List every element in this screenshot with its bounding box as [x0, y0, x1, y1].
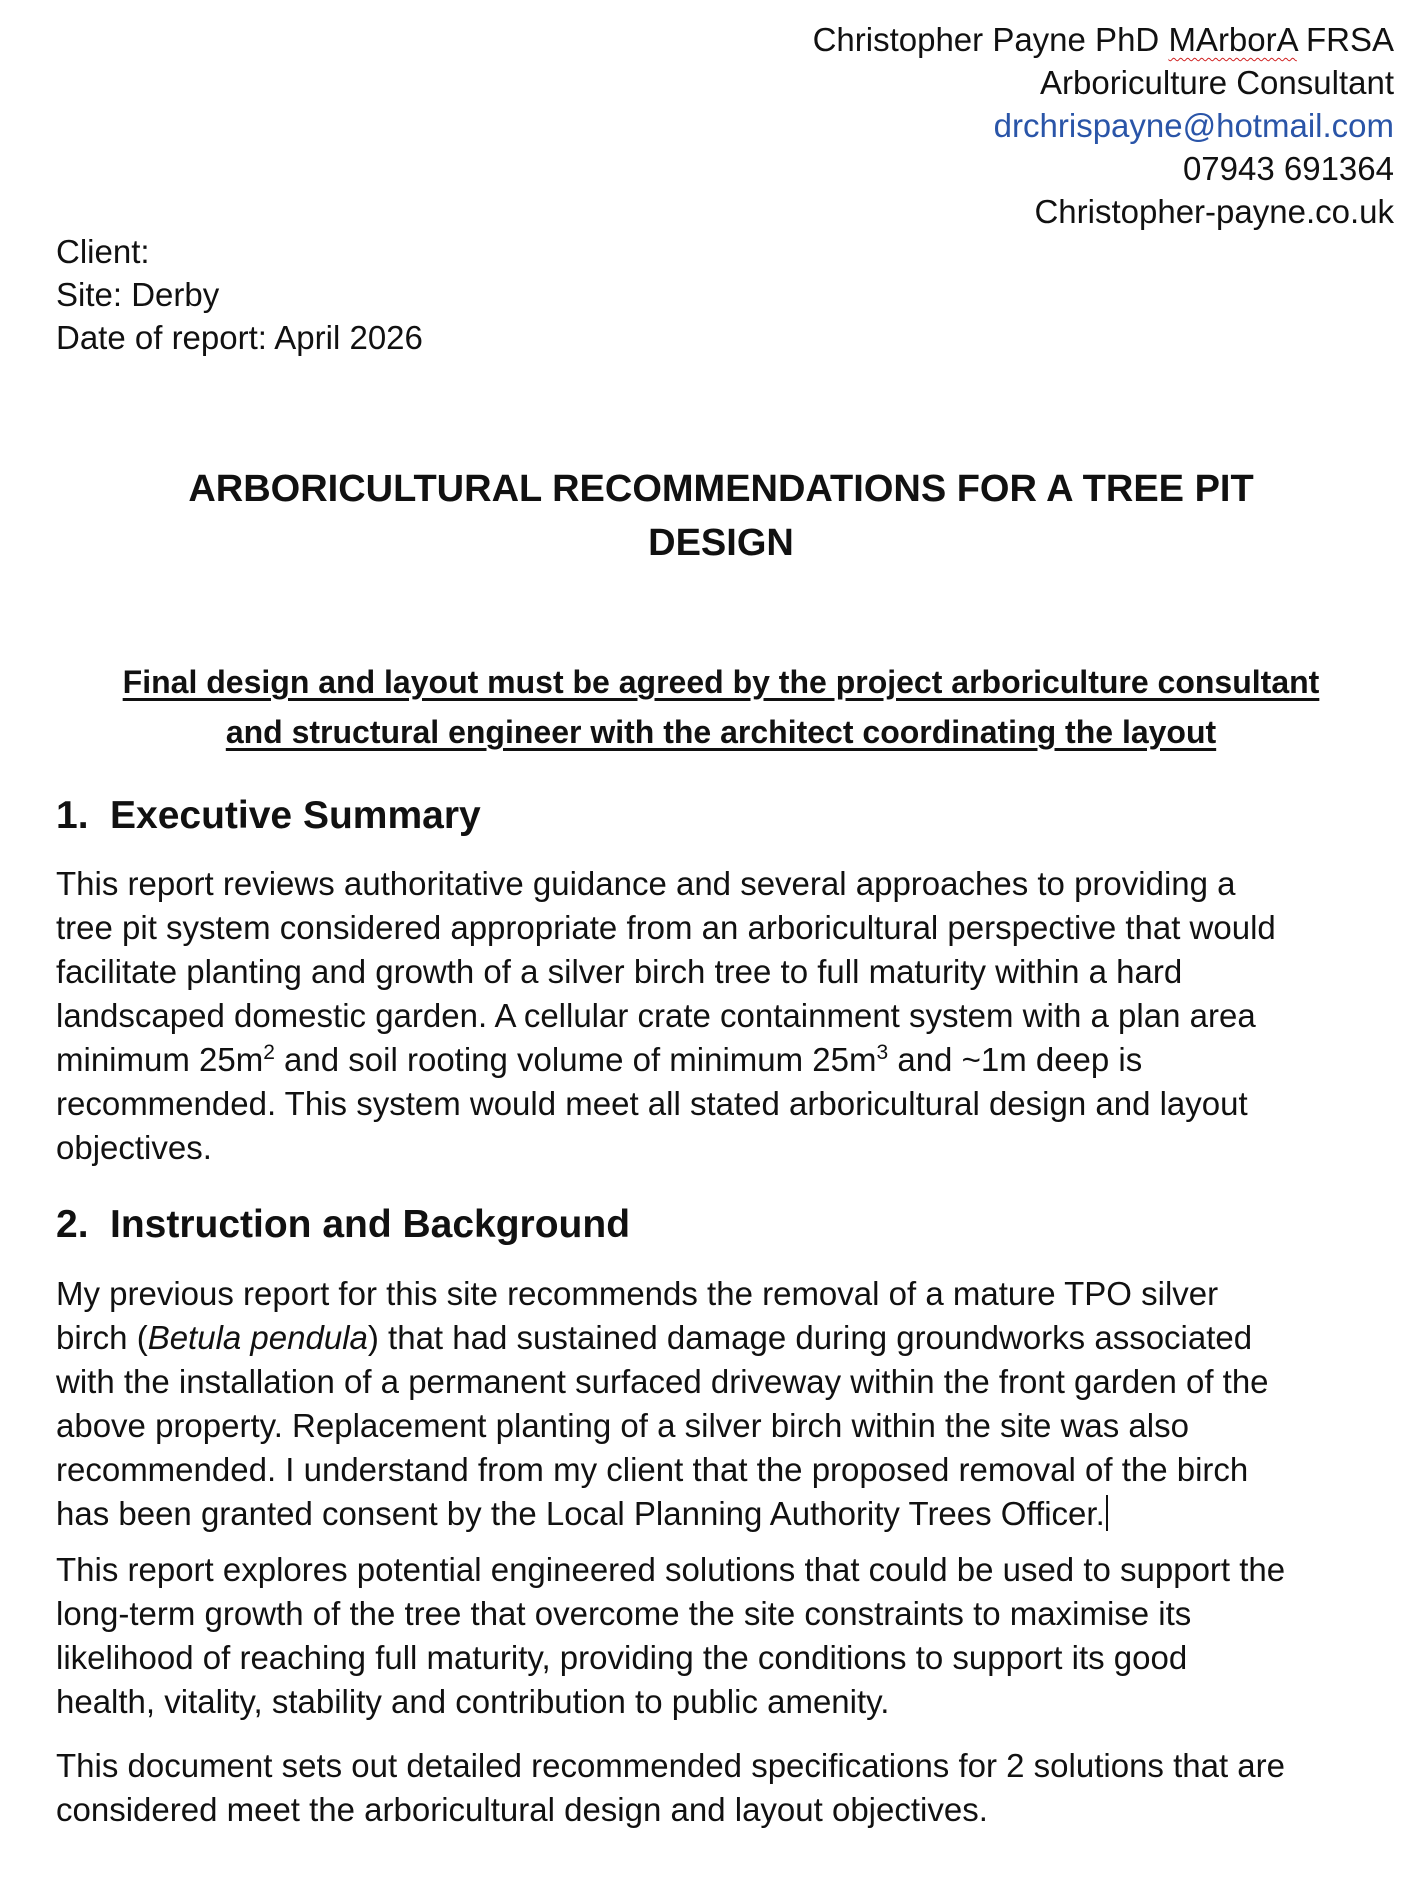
background-paragraph-1[interactable]: My previous report for this site recommends the removal of a mature TPO silver birch (Betula pendula) that had sustained damage during groundworks associated with the installation of a permanent surfaced driveway within the front garden of the above property. Replacement planting of a silver birch within the site was also recommended. I understand from my client that the proposed removal of the birch has been granted consent by the Local Planning Authority Trees Officer. — [56, 1275, 1269, 1532]
background-paragraph-3: This document sets out detailed recommended specifications for 2 solutions that are considered meet the arboricultural design and layout objectives. — [56, 1747, 1285, 1828]
executive-summary-paragraph: This report reviews authoritative guidance and several approaches to providing a tree pit system considered appropriate from an arboricultural perspective that would facilitate planting and growth of a silver birch tree to full maturity within a hard landscaped domestic garden. A cellular crate containment system with a plan area minimum $25m^2$ and soil rooting volume of minimum $25m^3$ and ~1m deep is recommended. This system would meet all stated arboricultural design and layout objectives. — [56, 865, 1276, 1166]
client-field: Client: — [56, 233, 150, 270]
author-website: Christopher-payne.co.uk — [1034, 193, 1394, 230]
section-number: 1. — [56, 794, 89, 837]
background-paragraph-2: This report explores potential engineered solutions that could be used to support the long-term growth of the tree that overcome the site constraints to maximise its likelihood of reaching full maturity, providing the conditions to support its good health, vitality, stability and contribution to public amenity. — [56, 1551, 1286, 1720]
section-number: 2. — [56, 1203, 89, 1246]
author-phone: 07943 691364 — [1182, 150, 1394, 187]
title-line: ARBORICULTURAL RECOMMENDATIONS FOR A TREE PIT — [188, 468, 1254, 510]
author-role: Arboriculture Consultant — [1039, 64, 1394, 101]
notice-line: and structural engineer with the architect coordinating the layout — [225, 714, 1217, 750]
section-heading-executive-summary — [56, 791, 481, 841]
design-notice — [56, 657, 1386, 757]
site-field: Site: Derby — [56, 276, 220, 313]
report-meta — [56, 230, 423, 359]
author-email-link[interactable]: drchrispayne@hotmail.com — [993, 107, 1394, 144]
spellcheck-flagged-word[interactable]: MArborA — [1168, 21, 1297, 58]
author-name: Christopher Payne PhD MArborA FRSA — [812, 21, 1394, 58]
text-cursor — [1106, 1495, 1108, 1531]
species-name: Betula pendula — [147, 1319, 368, 1356]
title-line: DESIGN — [648, 522, 794, 564]
notice-line: Final design and layout must be agreed by the project arboriculture consultant — [122, 664, 1320, 700]
author-header — [694, 18, 1394, 233]
section-heading-instruction-background — [56, 1200, 630, 1250]
report-date: Date of report: April 2026 — [56, 319, 423, 356]
section-title: Executive Summary — [110, 794, 481, 837]
document-title — [56, 462, 1386, 570]
section-title: Instruction and Background — [110, 1203, 631, 1246]
